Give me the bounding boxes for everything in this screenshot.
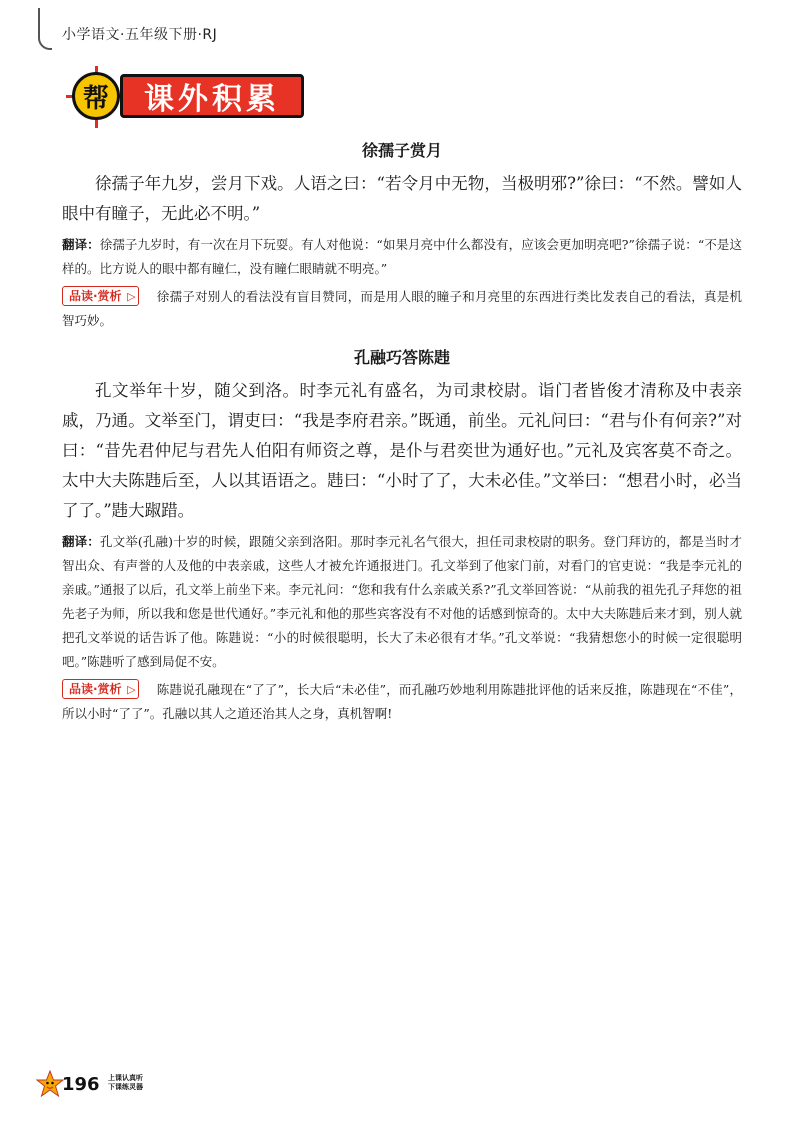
running-header: 小学语文·五年级下册·RJ bbox=[62, 27, 218, 43]
translation-text: 徐孺子九岁时，有一次在月下玩耍。有人对他说：“如果月亮中什么都没有，应该会更加明亮吧?”徐孺子说：“不是这样的。比方说人的眼中都有瞳仁，没有瞳仁眼睛就不明亮。” bbox=[62, 237, 742, 276]
main-content bbox=[62, 138, 742, 726]
page-footer bbox=[36, 1066, 236, 1106]
translation-paragraph bbox=[62, 233, 742, 281]
analysis-tag: 品读·赏析 ▷ bbox=[62, 286, 139, 306]
analysis-text: 陈韪说孔融现在“了了”，长大后“未必佳”，而孔融巧妙地利用陈韪批评他的话来反推，陈韪现在“不佳”，所以小时“了了”。孔融以其人之道还治其人之身，真机智啊! bbox=[62, 682, 742, 721]
section-title: 课外积累 bbox=[120, 74, 304, 118]
classical-text: 孔文举年十岁，随父到洛。时李元礼有盛名，为司隶校尉。诣门者皆俊才清称及中表亲戚，乃通。文举至门，谓吏曰：“我是李府君亲。”既通，前坐。元礼问曰：“君与仆有何亲?”对曰：“昔先君仲尼与君先人伯阳有师资之尊，是仆与君奕世为通好也。”元礼及宾客莫不奇之。太中大夫陈韪后至，人以其语语之。韪曰：“小时了了，大未必佳。”文举曰：“想君小时，必当了了。”韪大踧踖。 bbox=[62, 381, 742, 520]
crosshair-badge-icon bbox=[66, 66, 128, 128]
translation-label: 翻译： bbox=[62, 534, 100, 549]
classical-text: 徐孺子年九岁，尝月下戏。人语之曰：“若令月中无物，当极明邪?”徐曰：“不然。譬如人眼中有瞳子，无此必不明。” bbox=[62, 174, 742, 223]
chevron-right-icon: ▷ bbox=[127, 290, 136, 303]
header-corner-decoration bbox=[38, 8, 52, 50]
section-banner bbox=[62, 64, 322, 130]
footer-slogan: 上课认真听 下课练灵器 bbox=[108, 1074, 143, 1091]
article bbox=[62, 345, 742, 726]
translation-text: 孔文举(孔融)十岁的时候，跟随父亲到洛阳。那时李元礼名气很大，担任司隶校尉的职务。登门拜访的，都是当时才智出众、有声誉的人及他的中表亲戚，这些人才被允许通报进门。孔文举到了他家门前，对看门的官吏说：“我是李元礼的亲戚。”通报了以后，孔文举上前坐下来。李元礼问：“您和我有什么亲戚关系?”孔文举回答说：“从前我的祖先孔子拜您的祖先老子为师，所以我和您是世代通好。”李元礼和他的那些宾客没有不对他的话感到惊奇的。太中大夫陈韪后来才到，别人就把孔文举说的话告诉了他。陈韪说：“小的时候很聪明，长大了未必很有才华。”孔文举说：“我猜想您小的时候一定很聪明吧。”陈韪听了感到局促不安。 bbox=[62, 534, 742, 669]
analysis-paragraph bbox=[62, 285, 742, 333]
article bbox=[62, 138, 742, 333]
analysis-tag: 品读·赏析 ▷ bbox=[62, 679, 139, 699]
translation-paragraph bbox=[62, 530, 742, 674]
page-number: 196 bbox=[62, 1074, 100, 1095]
article-title: 徐孺子赏月 bbox=[361, 141, 442, 160]
analysis-paragraph bbox=[62, 678, 742, 726]
badge-char: 帮 bbox=[72, 72, 120, 120]
star-mascot-icon bbox=[36, 1070, 64, 1098]
article-title: 孔融巧答陈韪 bbox=[353, 348, 450, 367]
analysis-text: 徐孺子对别人的看法没有盲目赞同，而是用人眼的瞳子和月亮里的东西进行类比发表自己的看法，真是机智巧妙。 bbox=[62, 289, 742, 328]
translation-label: 翻译： bbox=[62, 237, 100, 252]
chevron-right-icon: ▷ bbox=[127, 683, 136, 696]
